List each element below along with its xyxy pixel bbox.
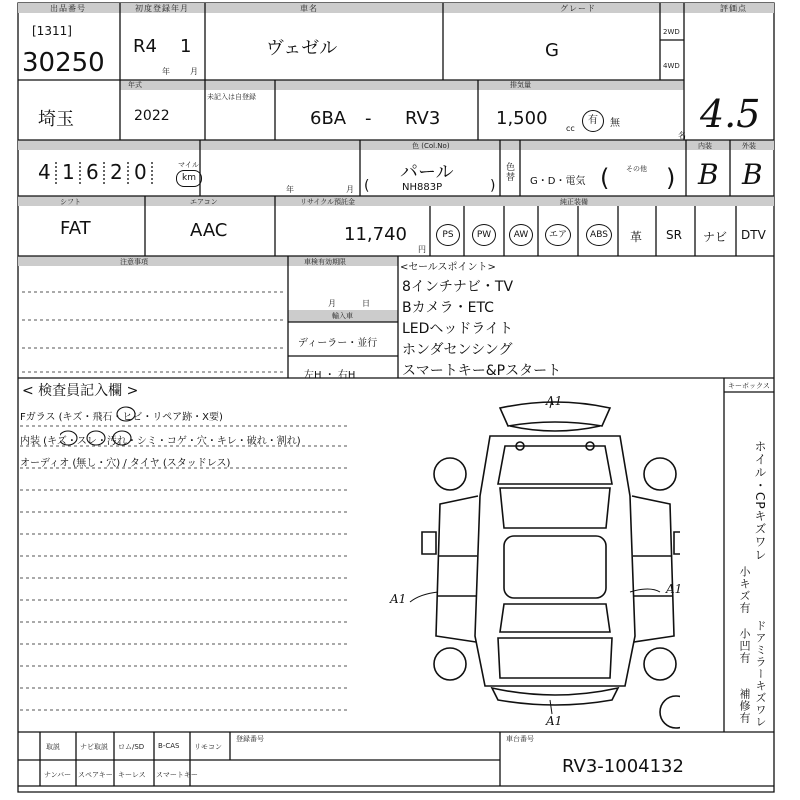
a1-rear: A1 <box>546 714 563 728</box>
region: 埼玉 <box>38 109 74 130</box>
legend-mirror: ドアミラーキズワレ <box>754 620 767 728</box>
footer-cell: スペアキー <box>78 771 113 779</box>
exterior-grade: B <box>742 158 763 191</box>
legend-small-dent: 小凹有 <box>738 628 751 664</box>
mid-month-unit: 月 <box>328 299 336 308</box>
era: R4 <box>133 36 157 57</box>
eval-label: 評価点 <box>720 4 747 13</box>
mid-day-unit: 日 <box>362 299 370 308</box>
auction-sheet: 出品番号 初度登録年月 車名 グレード 評価点 [1311] 30250 R4 1 年 月 ヴェゼル G 2WD 4WD 4.5 埼玉 年式 2022 未記入は自登録 6BA - RV3 排気量 1,500 cc 有 無 名 4 1 6 2 0 マイル km 年 月 色 (Col.No) パール NH883P ( ) 色替 G・D・電気 その他 ( ) 内装 外装 B B シフト FAT エアコン AAC リサイクル預託金 11,740 円 純正装備 PS PW AW エア ABS 革 SR ナビ DTV 注意事項 車検有効期限 月 日 輸入車 ディーラー・並行 左H ・ 右H <セールスポイント> 8インチナビ・TV Bカメラ・ETC LEDヘッドライト ホンダセンシング スマートキー&Pスタート < 検査員記入欄 > Fガラス (キズ・飛石・ヒビ・リペア跡・X要) 内装 (キズ・スレ・汚れ・シミ・コゲ・穴・キレ・破れ・割れ) オーディオ (無し・穴) / タイヤ (スタッドレス) A1 A1 A1 A1 キーボックス ホイル・CPキズワレ ドアミラーキズワレ 小キズ有 小凹有 補修有 取説 ナビ取説 ロム/SD B-CAS リモコン ナンバー スペアキー キーレス スマートキー 登録番号 車台番号 RV3-1004132 <box>0 0 800 800</box>
grade: G <box>545 40 559 61</box>
eval-score: 4.5 <box>700 92 761 136</box>
option-air: エア <box>545 224 571 246</box>
unit-nin: 名 <box>678 131 686 140</box>
model-code: RV3 <box>405 108 441 129</box>
row3-year-unit: 年 <box>286 185 294 194</box>
footer-cell: ナンバー <box>44 771 72 779</box>
car-name-label: 車名 <box>300 4 318 13</box>
lot-code: [1311] <box>32 24 72 38</box>
mileage-digit: 0 <box>134 160 147 184</box>
option-leather: 革 <box>630 230 643 244</box>
footer-cell: キーレス <box>118 771 146 779</box>
type-prefix: 6BA <box>310 108 347 129</box>
car-name: ヴェゼル <box>266 38 338 59</box>
sales-point: LEDヘッドライト <box>402 321 514 337</box>
chassis-number: RV3-1004132 <box>562 756 684 777</box>
keybox-label: キーボックス <box>728 382 770 390</box>
sales-point: スマートキー&Pスタート <box>402 363 562 379</box>
cc-unit: cc <box>566 124 575 133</box>
import-label: 輸入車 <box>332 312 353 320</box>
shift: FAT <box>60 218 91 239</box>
equip-label: 純正装備 <box>560 198 588 206</box>
a1-left: A1 <box>390 592 407 606</box>
notes-label: 注意事項 <box>120 258 148 266</box>
yen-unit: 円 <box>418 245 426 254</box>
displacement: 1,500 <box>496 108 548 129</box>
interior-grade: B <box>698 158 719 191</box>
mileage-digit: 2 <box>110 160 123 184</box>
legend-wheel: ホイル・CPキズワレ <box>753 440 767 562</box>
interior-label: 内装 <box>698 142 712 150</box>
sales-label: <セールスポイント> <box>400 262 496 273</box>
color-change-label: 色替 <box>504 162 514 182</box>
option-sr: SR <box>666 228 682 242</box>
fuel-label: G・D・電気 <box>530 176 586 187</box>
color-label: 色 (Col.No) <box>412 142 450 150</box>
model-year-label: 年式 <box>128 81 142 89</box>
model-year: 2022 <box>134 108 170 124</box>
grade-label: グレード <box>560 4 596 13</box>
recycle-fee: 11,740 <box>344 224 407 245</box>
handle-side: 左H ・ 右H <box>304 370 356 381</box>
drive-4wd: 4WD <box>663 62 680 70</box>
recycle-label: リサイクル預託金 <box>300 198 356 206</box>
option-dtv: DTV <box>741 228 766 242</box>
month-unit: 月 <box>190 67 198 76</box>
footer-cell: ロム/SD <box>118 743 145 751</box>
mileage-digit: 4 <box>38 160 51 184</box>
mileage-digit: 6 <box>86 160 99 184</box>
month: 1 <box>180 36 192 57</box>
color-code: NH883P <box>402 182 443 193</box>
footer-cell: スマートキー <box>156 771 198 779</box>
color: パール <box>400 162 454 183</box>
legend-small-scratch: 小キズ有 <box>738 566 751 614</box>
inspector-line: オーディオ (無し・穴) / タイヤ (スタッドレス) <box>20 458 231 469</box>
reg-label: 登録番号 <box>236 735 264 743</box>
a1-front: A1 <box>546 394 563 408</box>
exterior-label: 外装 <box>742 142 756 150</box>
car-damage-diagram <box>380 396 683 732</box>
drive-2wd: 2WD <box>663 28 680 36</box>
has-circle: 有 <box>582 110 604 132</box>
footer-cell: リモコン <box>194 743 222 751</box>
km-circle: km <box>176 170 202 187</box>
a1-right: A1 <box>666 582 683 596</box>
legend-repair: 補修有 <box>738 688 751 724</box>
option-aw: AW <box>509 224 533 246</box>
dealer: ディーラー・並行 <box>298 338 378 349</box>
undated-label: 未記入は自登録 <box>207 93 256 101</box>
cc-label: 排気量 <box>510 81 531 89</box>
sales-point: 8インチナビ・TV <box>402 279 514 295</box>
option-pw: PW <box>472 224 496 246</box>
year-label: 初度登録年月 <box>135 4 189 13</box>
shift-label: シフト <box>60 198 81 206</box>
sales-point: Bカメラ・ETC <box>402 300 494 316</box>
inspector-line: Fガラス (キズ・飛石・ヒビ・リペア跡・X要) <box>20 412 223 423</box>
inspection-label: 車検有効期限 <box>304 258 346 266</box>
inspector-title: < 検査員記入欄 > <box>22 383 139 399</box>
mileage-digit: 1 <box>62 160 75 184</box>
footer-cell: B-CAS <box>158 742 180 750</box>
ac-label: エアコン <box>190 198 218 206</box>
type-dash: - <box>365 108 372 129</box>
ac: AAC <box>190 220 228 241</box>
sales-point: ホンダセンシング <box>402 342 513 358</box>
option-navi: ナビ <box>703 230 728 244</box>
footer-cell: ナビ取説 <box>80 743 108 751</box>
lot-label: 出品番号 <box>50 4 86 13</box>
row3-month-unit: 月 <box>346 185 354 194</box>
lot-number: 30250 <box>22 48 105 78</box>
chassis-label: 車台番号 <box>506 735 534 743</box>
option-ps: PS <box>436 224 460 246</box>
year-unit: 年 <box>162 67 170 76</box>
option-abs: ABS <box>586 224 612 246</box>
none-label: 無 <box>610 118 620 129</box>
other-label: その他 <box>626 165 647 173</box>
inspector-pen-marks <box>60 404 320 448</box>
mile-label: マイル <box>178 161 199 169</box>
inspector-line: 内装 (キズ・スレ・汚れ・シミ・コゲ・穴・キレ・破れ・割れ) <box>20 436 301 447</box>
footer-cell: 取説 <box>46 743 60 751</box>
